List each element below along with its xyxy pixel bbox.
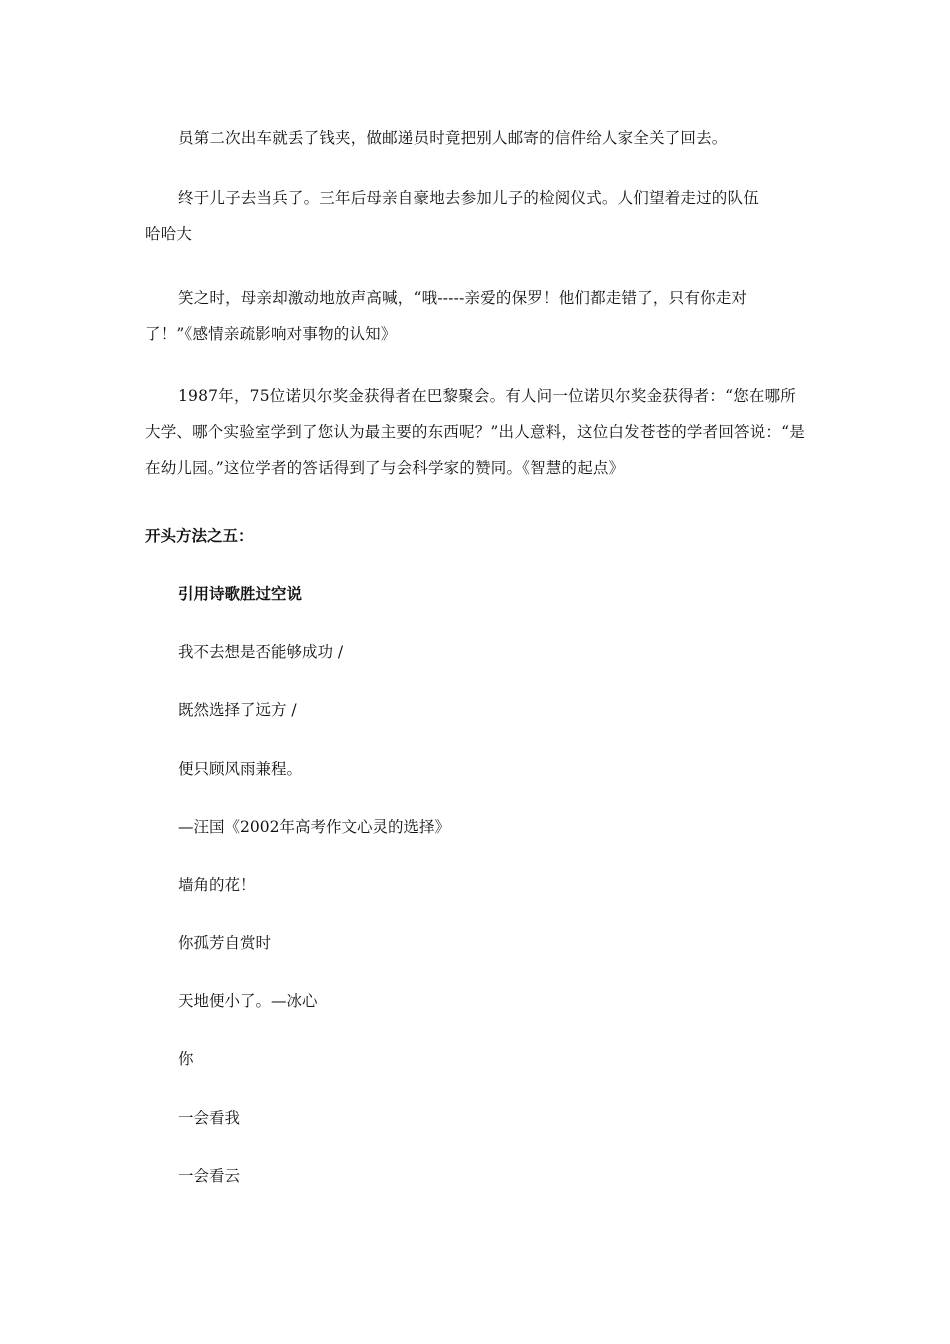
poem-line: 墙角的花！: [178, 876, 256, 894]
poem-line: 一会看我: [178, 1109, 241, 1127]
poem-line: 我不去想是否能够成功 /: [178, 643, 344, 661]
poem-line: 便只顾风雨兼程。: [178, 760, 303, 778]
paragraph-nobel: 1987年，75位诺贝尔奖金获得者在巴黎聚会。有人问一位诺贝尔奖金获得者：“您在哪所大学、哪个实验室学到了您认为最主要的东西呢？”出人意料，这位白发苍苍的学者回答说：“是在幼儿园。”这位学者的答话得到了与会科学家的赞同。《智慧的起点》: [145, 387, 805, 477]
poem-line: —汪国《2002年高考作文心灵的选择》: [178, 818, 450, 836]
paragraph-soldier-line1: 终于儿子去当兵了。三年后母亲自豪地去参加儿子的检阅仪式。人们望着走过的队伍: [178, 189, 759, 207]
paragraph-mother-shout: 笑之时，母亲却激动地放声高喊，“哦-----亲爱的保罗！他们都走错了，只有你走对了！”《感情亲疏影响对事物的认知》: [145, 289, 748, 343]
poem-line: 一会看云: [178, 1167, 241, 1185]
section-heading: 开头方法之五：: [145, 527, 254, 545]
section-subheading: 引用诗歌胜过空说: [178, 585, 303, 603]
poem-line: 你孤芳自赏时: [178, 934, 272, 952]
poem-line: 你: [178, 1050, 194, 1068]
poem-line: 既然选择了远方 /: [178, 701, 297, 719]
poem-line: 天地便小了。—冰心: [178, 992, 318, 1010]
paragraph-soldier-line2: 哈哈大: [145, 225, 193, 243]
paragraph-mailman: 员第二次出车就丢了钱夹，做邮递员时竟把别人邮寄的信件给人家全关了回去。: [178, 129, 728, 147]
